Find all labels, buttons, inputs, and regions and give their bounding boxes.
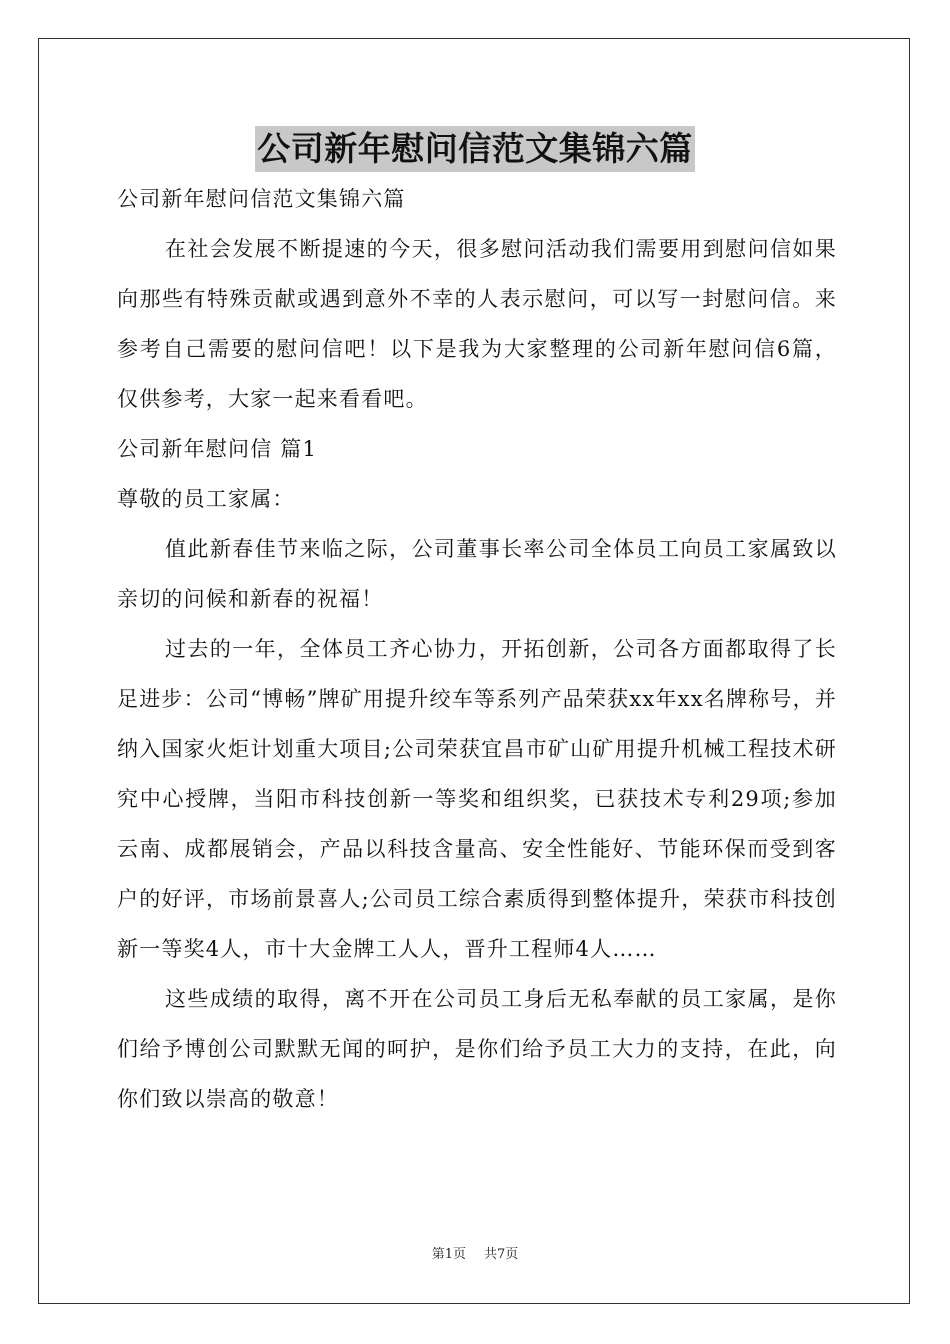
- body-paragraph: 过去的一年，全体员工齐心协力，开拓创新，公司各方面都取得了长足进步：公司“博畅”牌矿用提升绞车等系列产品荣获xx年xx名牌称号，并纳入国家火炬计划重大项目;公司荣获宜昌市矿山矿用提升机械工程技术研究中心授牌，当阳市科技创新一等奖和组织奖，已获技术专利29项;参加云南、成都展销会，产品以科技含量高、安全性能好、节能环保而受到客户的好评，市场前景喜人;公司员工综合素质得到整体提升，荣获市科技创新一等奖4人，市十大金牌工人人，晋升工程师4人……: [117, 637, 837, 961]
- title-container: [0, 126, 950, 172]
- intro-paragraph: 在社会发展不断提速的今天，很多慰问活动我们需要用到慰问信如果向那些有特殊贡献或遇到意外不幸的人表示慰问，可以写一封慰问信。来参考自己需要的慰问信吧！以下是我为大家整理的公司新年慰问信6篇，仅供参考，大家一起来看看吧。: [117, 237, 837, 411]
- body-paragraph: 这些成绩的取得，离不开在公司员工身后无私奉献的员工家属，是你们给予博创公司默默无闻的呵护，是你们给予员工大力的支持，在此，向你们致以崇高的敬意！: [117, 987, 837, 1111]
- body-paragraph: 值此新春佳节来临之际，公司董事长率公司全体员工向员工家属致以亲切的问候和新春的祝福！: [117, 537, 837, 611]
- document-title: 公司新年慰问信范文集锦六篇: [255, 126, 695, 172]
- page-number: 第1页: [431, 1247, 466, 1262]
- document-body: [117, 174, 837, 1124]
- subtitle-line: 公司新年慰问信范文集锦六篇: [117, 187, 406, 211]
- page-footer: [0, 1246, 950, 1264]
- section-heading: 公司新年慰问信 篇1: [117, 437, 318, 461]
- total-pages: 共7页: [484, 1247, 519, 1262]
- salutation: 尊敬的员工家属：: [117, 487, 295, 511]
